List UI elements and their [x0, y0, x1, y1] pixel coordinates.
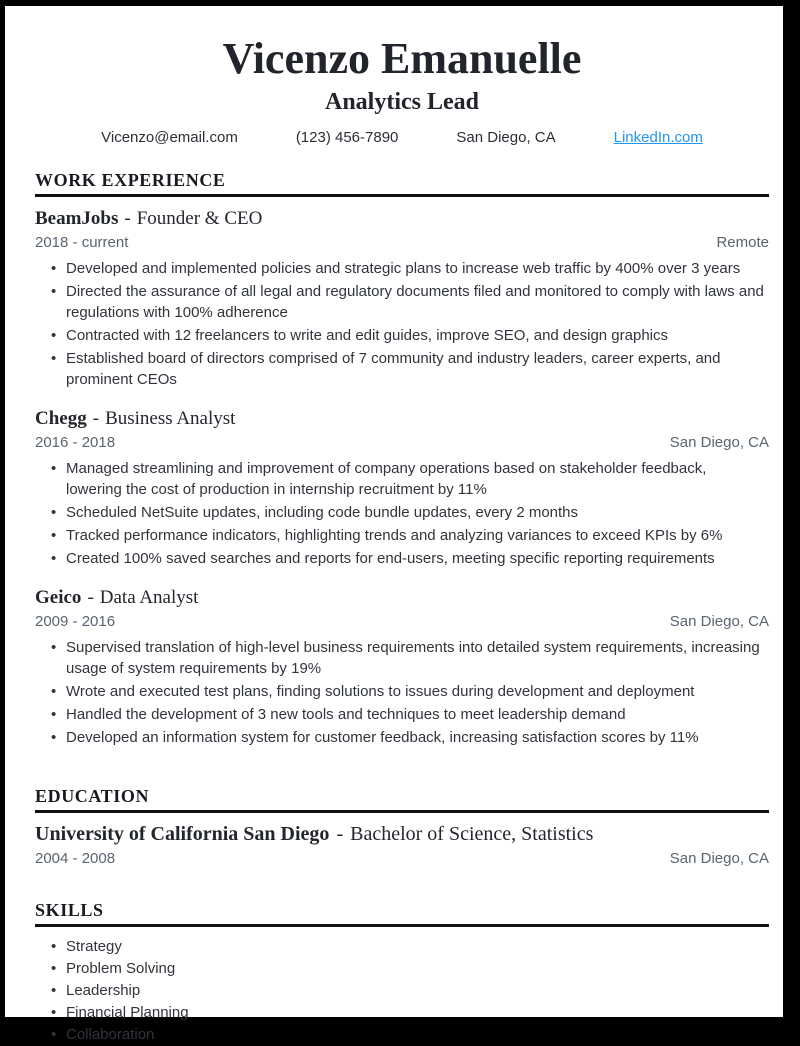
separator: -: [336, 823, 344, 845]
resume-page: [5, 6, 783, 1043]
job-bullet: • Developed and implemented policies and strategic plans to increase web traffic by 400% over 3 years: [35, 258, 769, 279]
job-role: Business Analyst: [105, 408, 236, 429]
job-bullet: • Handled the development of 3 new tools and techniques to meet leadership demand: [35, 704, 769, 725]
job-bullet: • Directed the assurance of all legal and regulatory documents filed and monitored to comply with laws and regulations with 100% adherence: [35, 281, 769, 323]
contact-location: San Diego, CA: [456, 129, 556, 146]
job-role: Founder & CEO: [136, 208, 263, 229]
job-bullet: • Managed streamlining and improvement of company operations based on stakeholder feedback, lowering the cost of production in internship recruitment by 11%: [35, 458, 769, 500]
candidate-name: Vicenzo Emanuelle: [222, 34, 582, 83]
education-meta-row: [35, 850, 769, 868]
job-meta-row: [35, 434, 769, 452]
job-dates: 2018 - current: [35, 234, 129, 251]
education-entry: [35, 822, 769, 868]
job-entry-beamjobs: [35, 207, 769, 390]
skill-item: • Collaboration: [35, 1024, 769, 1046]
separator: -: [124, 208, 131, 229]
job-bullet: • Established board of directors comprised of 7 community and industry leaders, career experts, and prominent CEOs: [35, 348, 769, 390]
linkedin-link[interactable]: LinkedIn.com: [613, 129, 703, 146]
job-bullet: • Developed an information system for customer feedback, increasing satisfaction scores by 11%: [35, 727, 769, 748]
job-bullet-list: [35, 258, 769, 390]
skills-heading: SKILLS: [35, 900, 104, 920]
education-dates: 2004 - 2008: [35, 850, 116, 867]
job-meta-row: [35, 234, 769, 252]
job-dates: 2016 - 2018: [35, 434, 116, 451]
degree: Bachelor of Science, Statistics: [350, 823, 594, 845]
skills-list: [35, 936, 769, 1046]
job-title-line: [35, 407, 769, 431]
section-heading-work: [35, 169, 769, 197]
job-bullet-list: [35, 637, 769, 748]
skill-item: • Problem Solving: [35, 958, 769, 980]
section-heading-skills: [35, 899, 769, 927]
candidate-title: Analytics Lead: [324, 89, 479, 115]
job-location: San Diego, CA: [669, 613, 769, 630]
contact-email: Vicenzo@email.com: [101, 129, 238, 146]
job-entry-geico: [35, 586, 769, 748]
contact-row: [35, 129, 769, 146]
job-title-line: [35, 207, 769, 231]
job-bullet: • Supervised translation of high-level business requirements into detailed system requirements, increasing usage of system requirements by 19%: [35, 637, 769, 679]
section-heading-education: [35, 785, 769, 813]
education-title-line: [35, 822, 769, 847]
work-experience-heading: WORK EXPERIENCE: [35, 170, 226, 190]
job-bullet: • Created 100% saved searches and reports for end-users, meeting specific reporting requirements: [35, 548, 769, 569]
job-bullet: • Wrote and executed test plans, finding solutions to issues during development and deployment: [35, 681, 769, 702]
skill-item: • Leadership: [35, 980, 769, 1002]
job-bullet-list: [35, 458, 769, 569]
school-name: University of California San Diego: [35, 823, 330, 845]
job-location: San Diego, CA: [669, 434, 769, 451]
job-dates: 2009 - 2016: [35, 613, 116, 630]
job-bullet: • Tracked performance indicators, highlighting trends and analyzing variances to exceed KPIs by 6%: [35, 525, 769, 546]
resume-header: [35, 36, 769, 146]
job-role: Data Analyst: [99, 587, 199, 608]
separator: -: [87, 587, 94, 608]
company-name: BeamJobs: [35, 208, 119, 229]
separator: -: [92, 408, 100, 429]
contact-phone: (123) 456-7890: [295, 129, 399, 146]
job-bullet: • Scheduled NetSuite updates, including code bundle updates, every 2 months: [35, 502, 769, 523]
education-heading: EDUCATION: [35, 786, 150, 806]
job-location: Remote: [716, 234, 769, 251]
company-name: Chegg: [35, 408, 87, 429]
education-location: San Diego, CA: [669, 850, 769, 867]
company-name: Geico: [35, 587, 82, 608]
job-meta-row: [35, 613, 769, 631]
skill-item: • Financial Planning: [35, 1002, 769, 1024]
job-title-line: [35, 586, 769, 610]
job-bullet: • Contracted with 12 freelancers to write and edit guides, improve SEO, and design graphics: [35, 325, 769, 346]
skill-item: • Strategy: [35, 936, 769, 958]
job-entry-chegg: [35, 407, 769, 569]
